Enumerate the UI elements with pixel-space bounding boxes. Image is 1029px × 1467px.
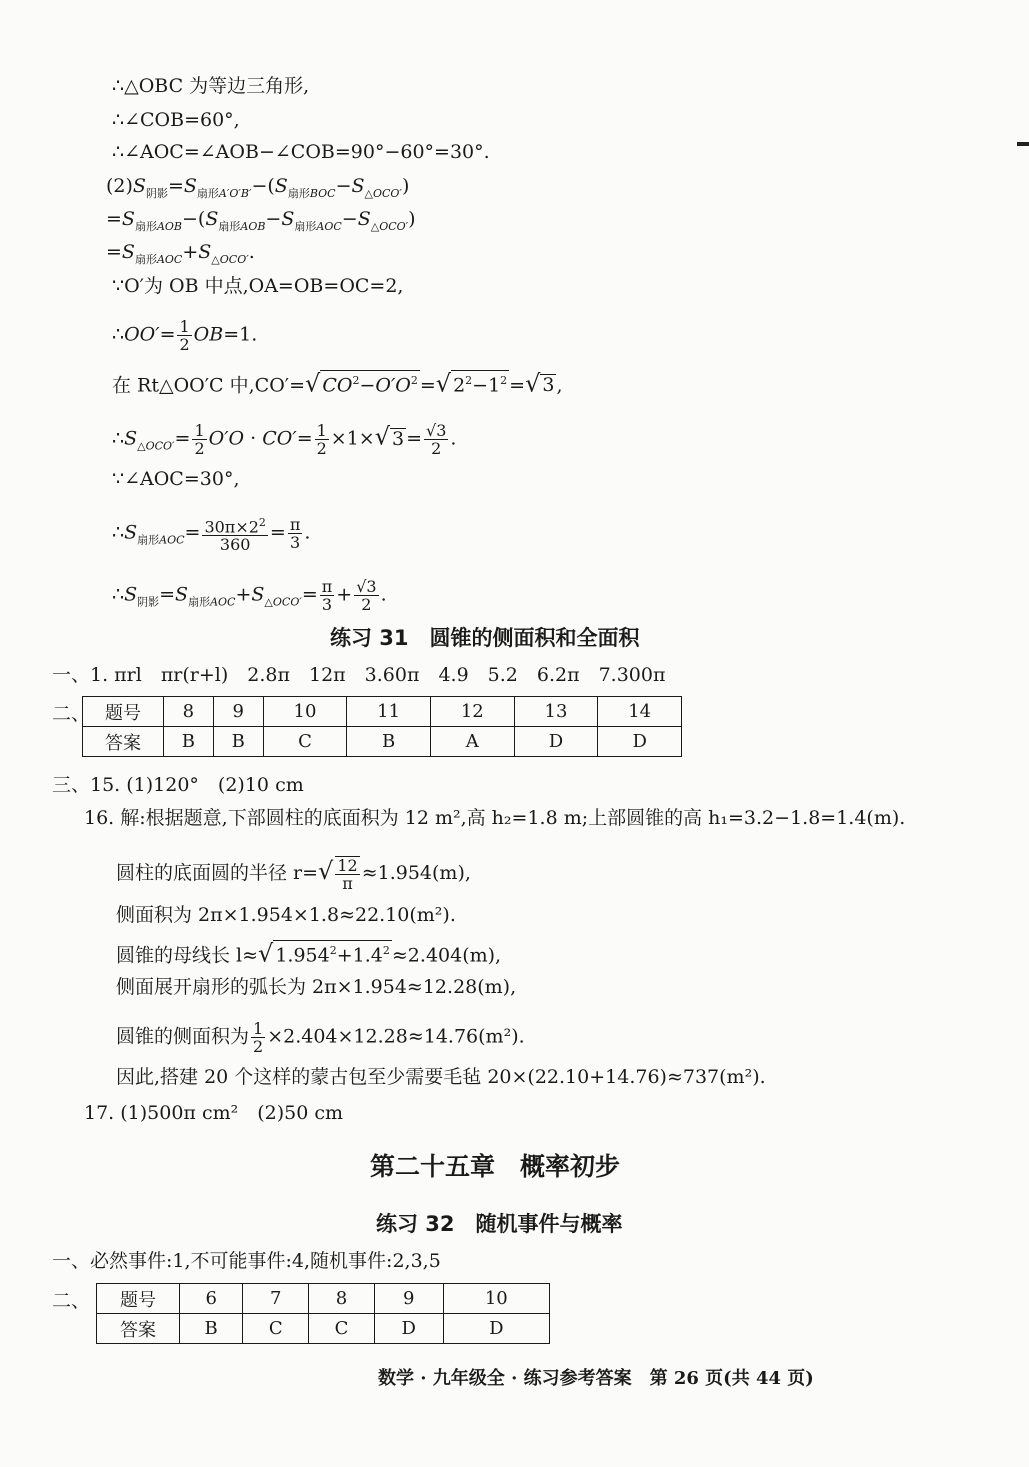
question-number: 13 <box>514 697 598 727</box>
q16-text: ≈1.954(m), <box>361 862 471 884</box>
solution-line: $(2)S_{阴影}=S_{扇形A'O'B'}-(S_{扇形BOC}-S_{\triangle OCO'})$ <box>106 175 410 200</box>
ex31-answer-table <box>82 696 682 757</box>
row-label: 答案 <box>83 727 164 757</box>
scan-edge-mark <box>1017 142 1029 146</box>
ex32-answer-table <box>96 1283 550 1344</box>
solution-line: ∵∠AOC=30°, <box>112 468 240 490</box>
answer-cell: B <box>347 727 431 757</box>
answer-cell: C <box>309 1314 375 1344</box>
solution-line: ∵O′为 OB 中点,OA=OB=OC=2, <box>112 275 404 297</box>
q16-text: 圆锥的母线长 l≈ <box>116 944 259 967</box>
answer-cell: D <box>514 727 598 757</box>
question-number: 6 <box>180 1284 243 1314</box>
row-label: 答案 <box>97 1314 180 1344</box>
q16-text: 圆柱的底面圆的半径 r= <box>116 862 319 884</box>
ex31-q16-intro: 16. 解:根据题意,下部圆柱的底面积为 12 m²,高 h₂=1.8 m;上部圆锥的高 h₁=3.2−1.8=1.4(m). <box>84 807 906 829</box>
answer-cell: B <box>164 727 214 757</box>
q16-text: 圆锥的侧面积为 <box>116 1025 250 1048</box>
page-footer: 数学 · 九年级全 · 练习参考答案 第 26 页(共 44 页) <box>378 1368 814 1389</box>
ex31-q16-line: 侧面展开扇形的弧长为 2π×1.954≈12.28(m), <box>116 976 517 998</box>
solution-line: ∴OO′= $\frac{1}{2}$ OB=1. <box>112 317 258 354</box>
ex31-q16-line: 圆柱的底面圆的半径 r=√ $\frac{12}{\pi}$ ≈1.954(m), <box>116 856 471 893</box>
row-label: 题号 <box>97 1284 180 1314</box>
answer-cell: A <box>430 727 514 757</box>
row-label: 题号 <box>83 697 164 727</box>
ex31-fill-answers: 一、1. πrl πr(r+l) 2.8π 12π 3.60π 4.9 5.2 6.2π 7.300π <box>52 664 666 686</box>
question-number: 14 <box>598 697 682 727</box>
solution-line: ∴△OBC 为等边三角形, <box>112 75 310 97</box>
question-number: 11 <box>347 697 431 727</box>
question-number: 12 <box>430 697 514 727</box>
answer-cell: C <box>263 727 347 757</box>
answer-cell: B <box>213 727 263 757</box>
ex31-section-2-label: 二、 <box>52 703 91 725</box>
solution-line: 在 Rt△OO′C 中,CO′=√ $CO^2-O'O^2$ =√ $2^2-1^2$ =√ 3 , <box>112 369 563 398</box>
q16-text: ×2.404×12.28≈14.76(m²). <box>267 1025 525 1048</box>
question-number: 8 <box>309 1284 375 1314</box>
question-number: 7 <box>243 1284 309 1314</box>
answer-cell: D <box>374 1314 443 1344</box>
question-number: 9 <box>374 1284 443 1314</box>
ex31-q17: 17. (1)500π cm² (2)50 cm <box>84 1102 344 1124</box>
ex31-q16-line: 圆锥的母线长 l≈√ $1.954^2+1.4^2 \approx 2.404(m)$, <box>116 939 502 968</box>
answer-cell: D <box>443 1314 549 1344</box>
solution-line: $=S_{扇形AOC}+S_{\triangle OCO'}$. <box>106 241 255 266</box>
ex31-q16-line: 圆锥的侧面积为 $\frac{1}{2}$ ×2.404×12.28≈14.76(m²). <box>116 1019 525 1056</box>
ex31-q16-conclusion: 因此,搭建 20 个这样的蒙古包至少需要毛毡 20×(22.10+14.76)≈737(m²). <box>116 1066 766 1088</box>
answer-cell: B <box>180 1314 243 1344</box>
solution-line: $=S_{扇形AOB}-(S_{扇形AOB}-S_{扇形AOC}-S_{\triangle OCO'})$ <box>106 208 416 233</box>
solution-line: $\therefore S_{阴影}=S_{扇形AOC}+S_{\triangle OCO'}=$ $\frac{\pi}{3}$ + $\frac{√3}{2}$ . <box>112 577 387 614</box>
q16-text: ≈2.404(m), <box>391 944 502 967</box>
ex31-q15: 三、15. (1)120° (2)10 cm <box>52 774 304 796</box>
answer-cell: C <box>243 1314 309 1344</box>
exercise-32-title: 练习 32 随机事件与概率 <box>376 1212 623 1236</box>
ex32-fill-answers: 一、必然事件:1,不可能事件:4,随机事件:2,3,5 <box>52 1250 441 1272</box>
exercise-31-title: 练习 31 圆锥的侧面积和全面积 <box>330 626 640 650</box>
solution-line: $\therefore S_{\triangle OCO'}=$ $\frac{1}{2}$ O′O · CO′= $\frac{1}{2}$ ×1×√ 3 = $\frac{√3}{2}$ . <box>112 421 457 458</box>
table-row <box>97 1284 550 1314</box>
table-row <box>83 697 682 727</box>
question-number: 10 <box>443 1284 549 1314</box>
table-row <box>97 1314 550 1344</box>
solution-line: ∴∠AOC=∠AOB−∠COB=90°−60°=30°. <box>112 141 490 163</box>
solution-line: ∴∠COB=60°, <box>112 109 240 131</box>
question-number: 8 <box>164 697 214 727</box>
table-row <box>83 727 682 757</box>
question-number: 10 <box>263 697 347 727</box>
solution-line: $\therefore S_{扇形AOC}=$ $\frac{30\pi\times 2^2}{360}$ = $\frac{\pi}{3}$ . <box>112 515 311 555</box>
question-number: 9 <box>213 697 263 727</box>
chapter-title: 第二十五章 概率初步 <box>370 1152 621 1181</box>
answer-cell: D <box>598 727 682 757</box>
ex31-q16-line: 侧面积为 2π×1.954×1.8≈22.10(m²). <box>116 904 456 926</box>
solution-text: 在 Rt△OO′C 中,CO′= <box>112 374 306 397</box>
ex32-section-2-label: 二、 <box>52 1290 91 1312</box>
